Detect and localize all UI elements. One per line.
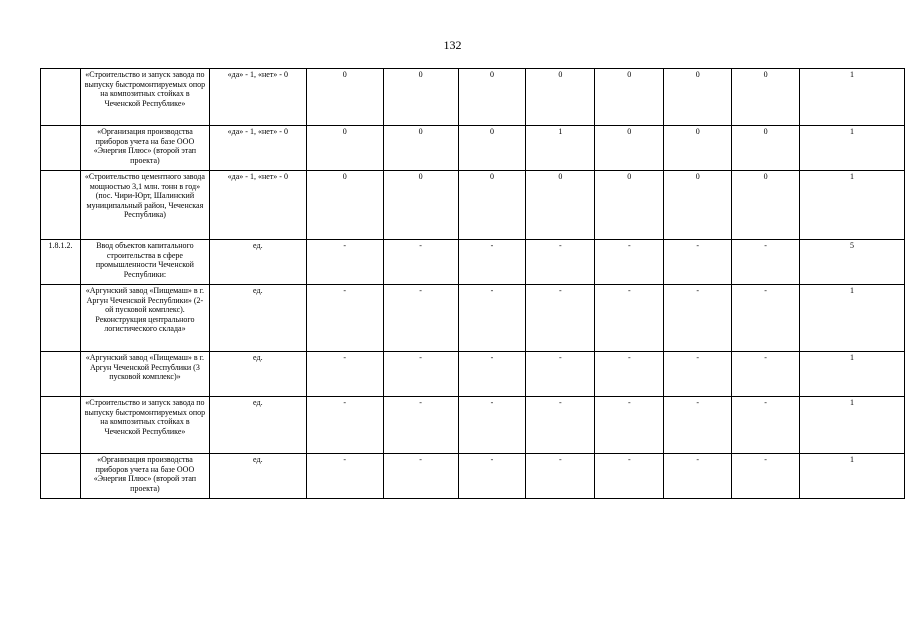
table-row xyxy=(41,397,905,454)
value-cell: - xyxy=(383,285,458,352)
value-cell: 0 xyxy=(383,171,458,240)
value-cell: 0 xyxy=(383,126,458,171)
value-cell: 1 xyxy=(526,126,595,171)
value-cell: - xyxy=(526,240,595,285)
unit-cell: ед. xyxy=(209,285,306,352)
value-cell: 0 xyxy=(595,171,664,240)
value-cell: 1 xyxy=(800,285,905,352)
value-cell: 0 xyxy=(458,171,526,240)
indicator-name-cell: Ввод объектов капитального строительства в сфере промышленности Чеченской Республики: xyxy=(80,240,209,285)
table-row xyxy=(41,240,905,285)
value-cell: - xyxy=(526,454,595,499)
value-cell: - xyxy=(664,352,732,397)
value-cell: - xyxy=(595,352,664,397)
table-row xyxy=(41,171,905,240)
unit-cell: «да» - 1, «нет» - 0 xyxy=(209,69,306,126)
value-cell: - xyxy=(526,285,595,352)
indicator-name-cell: «Строительство цементного завода мощностью 3,1 млн. тонн в год» (пос. Чири-Юрт, Шалинский муниципальный район, Чеченская Республика) xyxy=(80,171,209,240)
value-cell: - xyxy=(306,397,383,454)
value-cell: - xyxy=(595,240,664,285)
value-cell: 1 xyxy=(800,397,905,454)
value-cell: 0 xyxy=(526,69,595,126)
unit-cell: ед. xyxy=(209,454,306,499)
value-cell: - xyxy=(664,397,732,454)
value-cell: 0 xyxy=(732,171,800,240)
value-cell: 0 xyxy=(306,171,383,240)
value-cell: - xyxy=(458,454,526,499)
value-cell: 0 xyxy=(732,126,800,171)
row-number-cell xyxy=(41,171,81,240)
value-cell: - xyxy=(664,285,732,352)
unit-cell: «да» - 1, «нет» - 0 xyxy=(209,171,306,240)
value-cell: - xyxy=(526,352,595,397)
value-cell: - xyxy=(458,352,526,397)
indicator-name-cell: «Организация производства приборов учета на базе ООО «Энергия Плюс» (второй этап проекта) xyxy=(80,454,209,499)
row-number-cell xyxy=(41,397,81,454)
row-number-cell xyxy=(41,69,81,126)
value-cell: 0 xyxy=(458,126,526,171)
value-cell: - xyxy=(458,240,526,285)
value-cell: 1 xyxy=(800,352,905,397)
value-cell: - xyxy=(383,352,458,397)
value-cell: 0 xyxy=(306,126,383,171)
value-cell: 1 xyxy=(800,69,905,126)
unit-cell: «да» - 1, «нет» - 0 xyxy=(209,126,306,171)
unit-cell: ед. xyxy=(209,240,306,285)
value-cell: - xyxy=(383,454,458,499)
table-row xyxy=(41,285,905,352)
indicator-name-cell: «Строительство и запуск завода по выпуску быстромонтируемых опор на композитных стойках в Чеченской Республике» xyxy=(80,69,209,126)
value-cell: - xyxy=(595,285,664,352)
value-cell: - xyxy=(458,397,526,454)
value-cell: 5 xyxy=(800,240,905,285)
value-cell: - xyxy=(732,240,800,285)
value-cell: - xyxy=(732,352,800,397)
value-cell: - xyxy=(732,285,800,352)
row-number-cell xyxy=(41,454,81,499)
table-row xyxy=(41,126,905,171)
value-cell: - xyxy=(306,454,383,499)
value-cell: - xyxy=(595,454,664,499)
row-number-cell xyxy=(41,352,81,397)
value-cell: 0 xyxy=(664,126,732,171)
value-cell: 0 xyxy=(306,69,383,126)
value-cell: 0 xyxy=(664,171,732,240)
value-cell: - xyxy=(732,454,800,499)
row-number-cell xyxy=(41,126,81,171)
value-cell: - xyxy=(664,240,732,285)
value-cell: 1 xyxy=(800,126,905,171)
value-cell: - xyxy=(383,397,458,454)
value-cell: - xyxy=(732,397,800,454)
value-cell: 0 xyxy=(664,69,732,126)
page-number: 132 xyxy=(443,38,462,52)
value-cell: 1 xyxy=(800,454,905,499)
row-number-cell: 1.8.1.2. xyxy=(41,240,81,285)
unit-cell: ед. xyxy=(209,352,306,397)
value-cell: - xyxy=(458,285,526,352)
value-cell: 0 xyxy=(595,126,664,171)
value-cell: - xyxy=(526,397,595,454)
indicators-table xyxy=(40,68,905,499)
unit-cell: ед. xyxy=(209,397,306,454)
indicator-name-cell: «Организация производства приборов учета на базе ООО «Энергия Плюс» (второй этап проекта) xyxy=(80,126,209,171)
value-cell: - xyxy=(595,397,664,454)
indicator-name-cell: «Аргунский завод «Пищемаш» в г. Аргун Чеченской Республики (3 пусковой комплекс)» xyxy=(80,352,209,397)
table-row xyxy=(41,352,905,397)
indicator-name-cell: «Строительство и запуск завода по выпуску быстромонтируемых опор на композитных стойках в Чеченской Республике» xyxy=(80,397,209,454)
value-cell: - xyxy=(664,454,732,499)
value-cell: 0 xyxy=(595,69,664,126)
table-row xyxy=(41,454,905,499)
row-number-cell xyxy=(41,285,81,352)
value-cell: - xyxy=(306,285,383,352)
value-cell: 0 xyxy=(458,69,526,126)
value-cell: 0 xyxy=(526,171,595,240)
table-row xyxy=(41,69,905,126)
value-cell: - xyxy=(306,240,383,285)
value-cell: 0 xyxy=(383,69,458,126)
value-cell: - xyxy=(383,240,458,285)
indicator-name-cell: «Аргунский завод «Пищемаш» в г. Аргун Чеченской Республики» (2-ой пусковой комплекс). Реконструкция центрального логистического склада» xyxy=(80,285,209,352)
value-cell: 1 xyxy=(800,171,905,240)
value-cell: - xyxy=(306,352,383,397)
value-cell: 0 xyxy=(732,69,800,126)
